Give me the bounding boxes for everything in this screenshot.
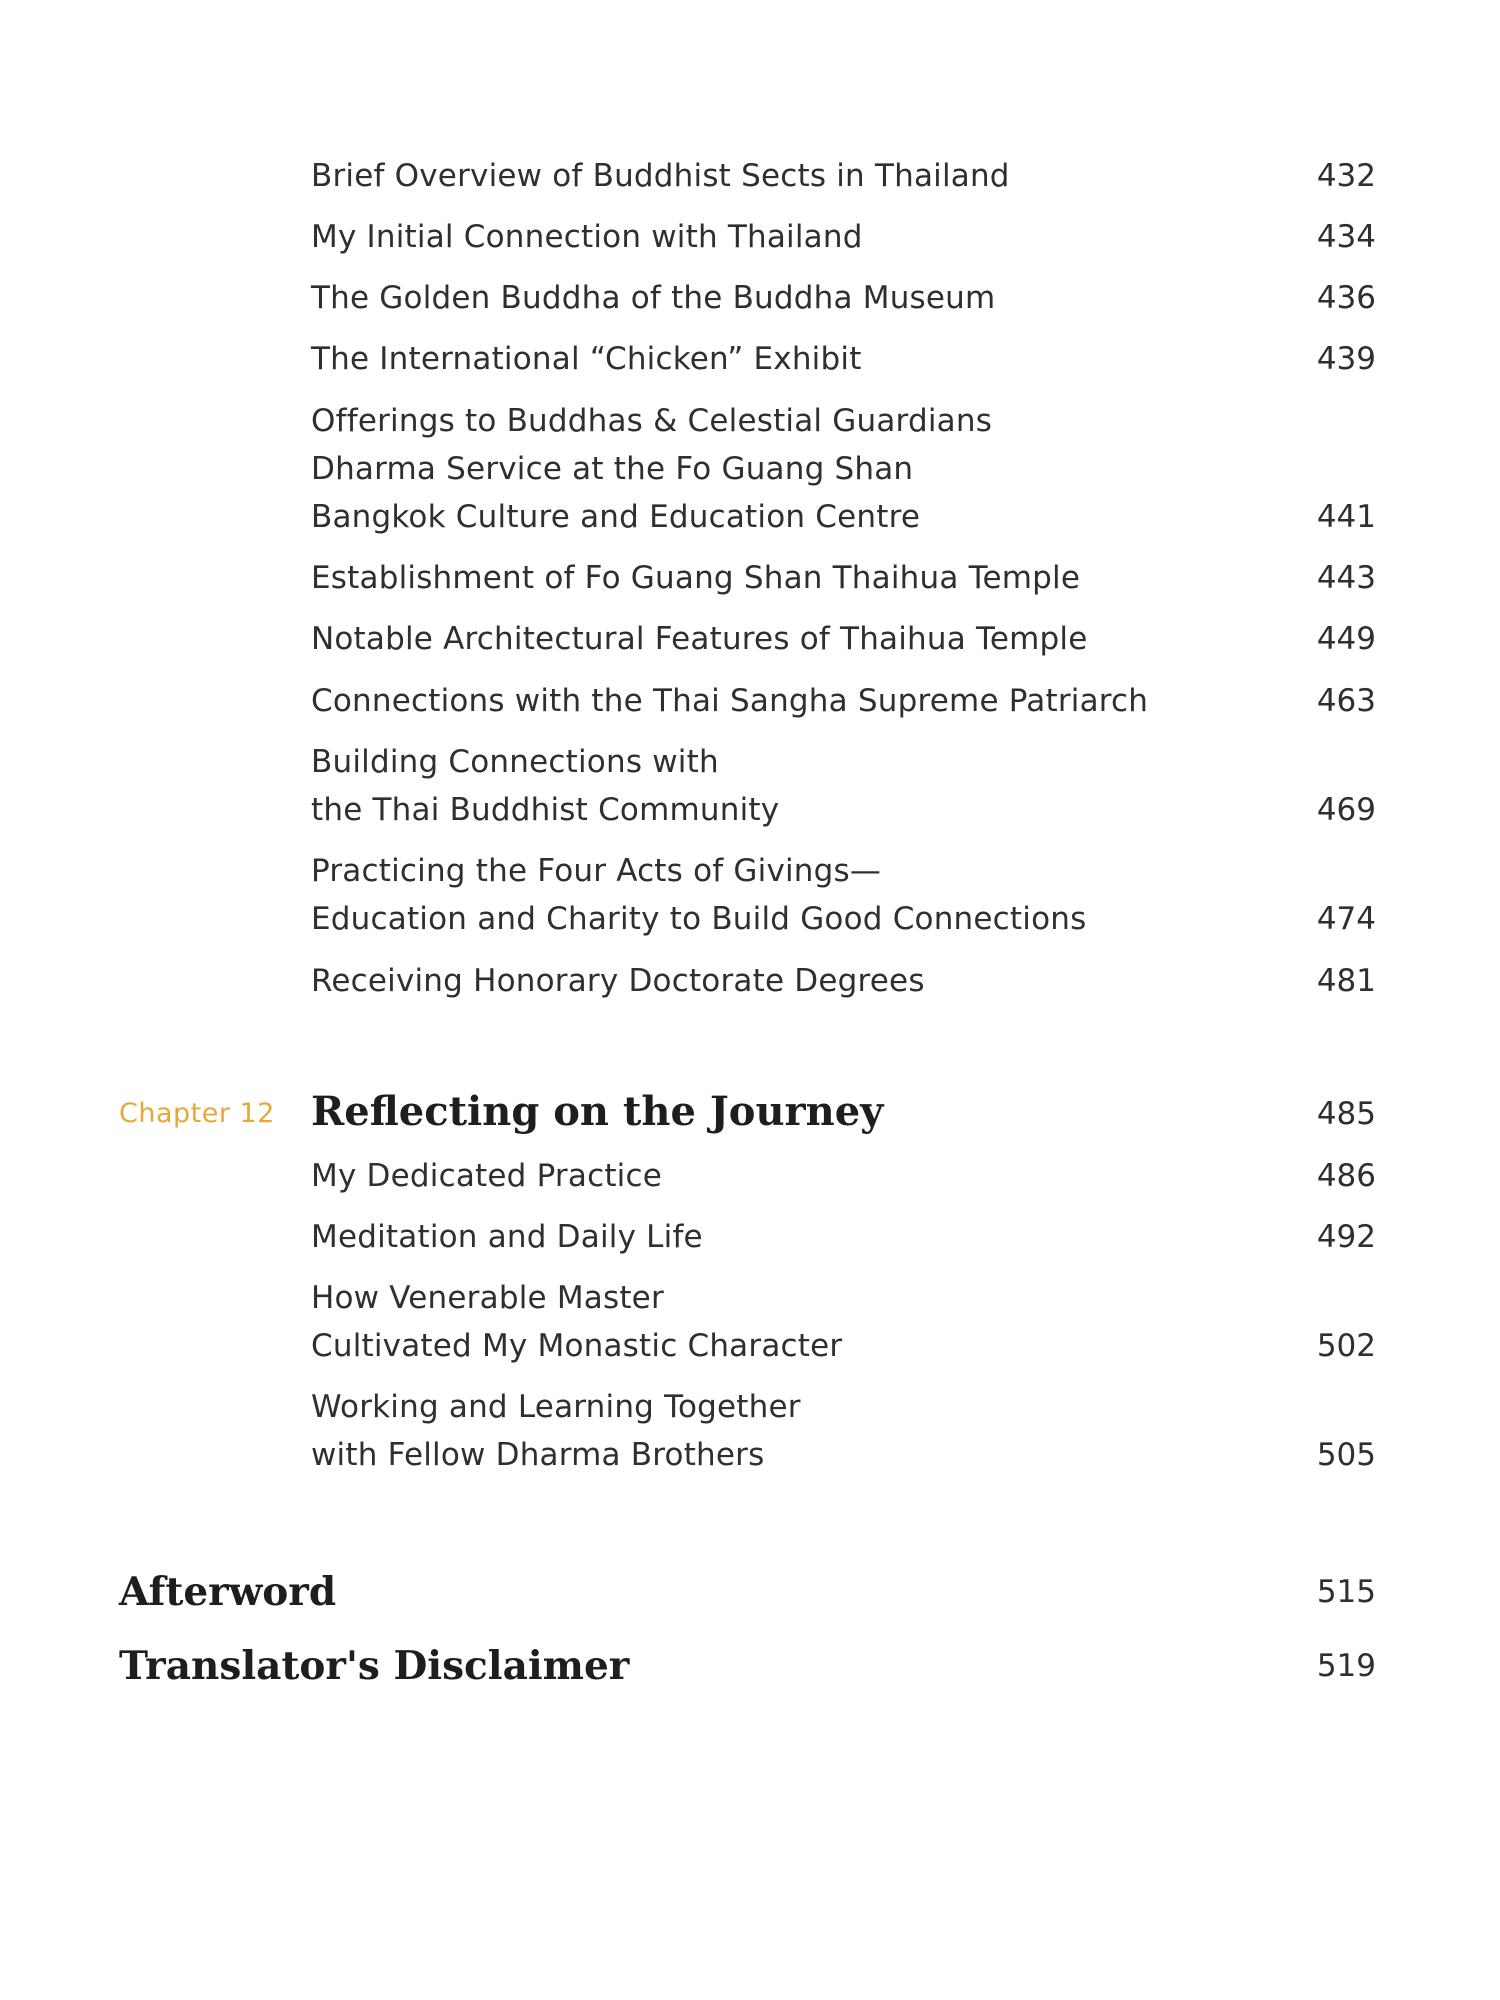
toc-entry-title-line: Cultivated My Monastic Character (311, 1328, 843, 1364)
toc-entry-page: 432 (1316, 158, 1376, 194)
toc-entry-page: 443 (1316, 560, 1376, 596)
toc-entry-title-line: Building Connections with (311, 744, 719, 780)
toc-entry-title: The Golden Buddha of the Buddha Museum (311, 280, 996, 316)
toc-entry (311, 957, 1211, 1005)
translators-disclaimer-page: 519 (1316, 1648, 1376, 1684)
toc-entry (311, 847, 1211, 943)
toc-entry-page: 449 (1316, 621, 1376, 657)
toc-entry (311, 213, 1211, 261)
toc-entry-page: 436 (1316, 280, 1376, 316)
toc-entry-title: My Initial Connection with Thailand (311, 219, 863, 255)
toc-entry-title-line: Offerings to Buddhas & Celestial Guardians (311, 403, 993, 439)
toc-entry-page: 439 (1316, 341, 1376, 377)
toc-entry-title-line: the Thai Buddhist Community (311, 792, 780, 828)
toc-entry-title: Meditation and Daily Life (311, 1219, 703, 1255)
toc-entry (311, 1152, 1211, 1200)
toc-entry (311, 615, 1211, 663)
toc-entry-title: Brief Overview of Buddhist Sects in Thailand (311, 158, 1010, 194)
toc-entry-page: 441 (1316, 499, 1376, 535)
toc-entry-title: The International “Chicken” Exhibit (311, 341, 862, 377)
translators-disclaimer-title: Translator's Disclaimer (119, 1643, 630, 1689)
toc-entry-title: Notable Architectural Features of Thaihua Temple (311, 621, 1088, 657)
toc-entry-page: 463 (1316, 683, 1376, 719)
toc-entry-page: 469 (1316, 792, 1376, 828)
toc-entry (311, 738, 1211, 834)
toc-entry-page: 492 (1316, 1219, 1376, 1255)
toc-entry (311, 152, 1211, 200)
toc-entry (311, 1213, 1211, 1261)
toc-entry-page: 502 (1316, 1328, 1376, 1364)
toc-entry (311, 554, 1211, 602)
toc-entry-page: 474 (1316, 901, 1376, 937)
toc-entry-page: 486 (1316, 1158, 1376, 1194)
afterword-page: 515 (1316, 1574, 1376, 1610)
chapter-page: 485 (1316, 1096, 1376, 1132)
toc-entry (311, 677, 1211, 725)
toc-entry-title-line: Bangkok Culture and Education Centre (311, 499, 921, 535)
toc-entry (311, 274, 1211, 322)
toc-entry-title: My Dedicated Practice (311, 1158, 662, 1194)
toc-entry (311, 1383, 1211, 1479)
toc-entry-page: 505 (1316, 1437, 1376, 1473)
chapter-title: Reflecting on the Journey (311, 1088, 884, 1135)
toc-entry-title: Establishment of Fo Guang Shan Thaihua Temple (311, 560, 1081, 596)
toc-entry-title: Receiving Honorary Doctorate Degrees (311, 963, 925, 999)
chapter-label: Chapter 12 (119, 1098, 275, 1129)
toc-entry-title-line: How Venerable Master (311, 1280, 664, 1316)
afterword-title: Afterword (119, 1569, 337, 1615)
toc-entry-page: 481 (1316, 963, 1376, 999)
toc-entry-page: 434 (1316, 219, 1376, 255)
toc-entry (311, 1274, 1211, 1370)
toc-entry-title-line: Practicing the Four Acts of Givings— (311, 853, 882, 889)
toc-entry (311, 335, 1211, 383)
toc-entry-title: Connections with the Thai Sangha Supreme Patriarch (311, 683, 1149, 719)
toc-entry-title-line: with Fellow Dharma Brothers (311, 1437, 765, 1473)
toc-entry-title-line: Education and Charity to Build Good Connections (311, 901, 1087, 937)
toc-entry (311, 397, 1211, 541)
toc-entry-title-line: Dharma Service at the Fo Guang Shan (311, 451, 914, 487)
toc-entry-title-line: Working and Learning Together (311, 1389, 801, 1425)
